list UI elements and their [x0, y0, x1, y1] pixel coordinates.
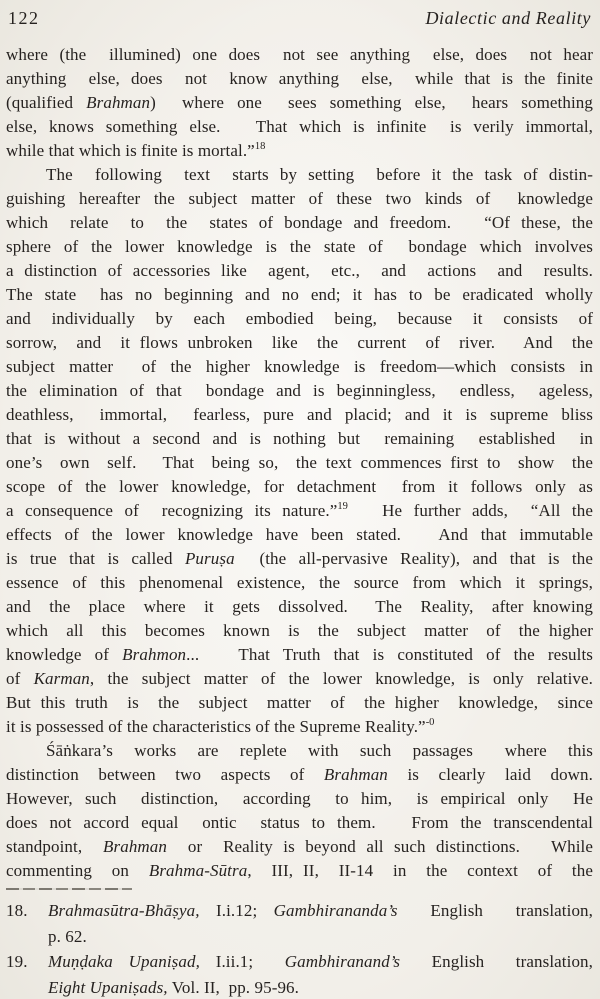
italic-term: Gambhirananda’s [273, 901, 398, 920]
text-line [6, 403, 593, 427]
text-run: The state has no beginning and no end; it has to be eradicated wholly [6, 285, 593, 304]
italic-term: Brahman [323, 765, 388, 784]
italic-term: Brahman [103, 837, 168, 856]
text-run: He further adds, “All the [347, 501, 593, 520]
text-line [6, 427, 593, 451]
text-run: commenting on [6, 861, 149, 880]
text-line [6, 283, 593, 307]
text-run: that is without a second and is nothing but remaining established in [6, 429, 593, 448]
text-line [6, 67, 593, 91]
text-run: English translation, [397, 901, 593, 920]
text-run: Vol. II, pp. 95-96. [167, 977, 300, 997]
text-run: and individually by each embodied being, because it consists of [6, 309, 593, 328]
text-run: (the all-pervasive Reality), and that is the [234, 549, 593, 568]
footnotes [0, 896, 600, 999]
footnote-text [48, 949, 593, 999]
text-run: which relate to the states of bondage and freedom. “Of these, the [6, 213, 593, 232]
paragraph [6, 43, 593, 163]
footnote-marker: 19 [337, 501, 348, 512]
text-line [6, 499, 593, 523]
text-run: (qualified [6, 93, 87, 112]
text-run: I.ii.1; [199, 952, 285, 971]
text-run: Śāṅkara’s works are replete with such passages where this [46, 741, 593, 760]
text-run: else, knows something else. That which is infinite is verily immortal, [6, 117, 593, 136]
text-run: The following text starts by setting before it the task of distin- [46, 165, 593, 184]
text-line [48, 949, 593, 975]
text-run: ... That Truth that is constituted of the results [186, 645, 593, 664]
text-run: p. 62. [48, 926, 87, 946]
footnote-number: 18. [6, 901, 28, 920]
footnote [6, 949, 593, 999]
text-run: is true that is called [6, 549, 185, 568]
footnote-marker: 18 [254, 141, 266, 152]
text-line [6, 139, 593, 163]
text-run: English translation, [400, 952, 593, 971]
text-run: the elimination of that bondage and is beginningless, endless, ageless, [6, 381, 593, 400]
text-line [6, 235, 593, 259]
italic-term: Puruṣa [184, 549, 235, 568]
text-run: knowledge of [6, 645, 123, 664]
text-run: subject matter of the higher knowledge is freedom—which consists in [6, 357, 593, 376]
text-run: guishing hereafter the subject matter of these two kinds of knowledge [6, 189, 593, 208]
text-run: is clearly laid down. [387, 765, 594, 784]
italic-term: Brahmon [122, 645, 187, 664]
text-line [6, 451, 593, 475]
footnote-marker: -0 [425, 717, 435, 728]
text-run: and the place where it gets dissolved. The Reality, after knowing [6, 597, 593, 616]
text-line [6, 355, 593, 379]
italic-term: Brahman [86, 93, 151, 112]
text-line [48, 898, 593, 924]
page-number: 122 [8, 8, 40, 28]
text-run: does not accord equal ontic status to them. From the transcendental [6, 813, 593, 832]
text-run: I.i.12; [199, 901, 274, 920]
running-title: Dialectic and Reality [425, 8, 591, 28]
paragraph [6, 739, 593, 883]
text-run: , III, II, II-14 in the context of the [247, 861, 594, 880]
paragraph [6, 163, 593, 739]
text-line [6, 787, 593, 811]
text-line [6, 691, 593, 715]
text-line [6, 595, 593, 619]
text-line [6, 643, 593, 667]
text-run: standpoint, [6, 837, 104, 856]
text-line [6, 547, 593, 571]
text-run: sphere of the lower knowledge is the state of bondage which involves [6, 237, 593, 256]
text-run: effects of the lower knowledge have been stated. And that immutable [6, 525, 593, 544]
text-line [6, 523, 593, 547]
text-line [6, 259, 593, 283]
text-run: where (the illumined) one does not see anything else, does not hear [6, 45, 593, 64]
text-run: , the subject matter of the lower knowledge, is only relative. [89, 669, 593, 688]
text-line [6, 715, 593, 739]
text-line [6, 211, 593, 235]
body-text [0, 43, 600, 883]
text-line [6, 619, 593, 643]
text-line [6, 835, 593, 859]
text-line [48, 975, 593, 999]
text-line [6, 379, 593, 403]
footnote-text [48, 898, 593, 949]
text-run: essence of this phenomenal existence, the source from which it springs, [6, 573, 593, 592]
text-line [6, 571, 593, 595]
page-header [0, 0, 600, 29]
text-line [6, 115, 593, 139]
text-run: deathless, immortal, fearless, pure and placid; and it is supreme bliss [6, 405, 593, 424]
text-line [6, 763, 593, 787]
text-run: it is possessed of the characteristics of the Supreme Reality.” [6, 717, 426, 736]
text-line [6, 859, 593, 883]
text-run: However, such distinction, according to him, is empirical only He [6, 789, 593, 808]
text-run: one’s own self. That being so, the text commences first to show the [6, 453, 593, 472]
text-line [6, 331, 593, 355]
italic-term: Muṇḍaka Upaniṣad, [48, 952, 200, 971]
italic-term: Karman [33, 669, 90, 688]
text-run: a distinction of accessories like agent, etc., and actions and results. [6, 261, 593, 280]
footnote-separator [6, 888, 132, 890]
text-run: sorrow, and it flows unbroken like the current of river. And the [6, 333, 593, 352]
text-run: anything else, does not know anything else, while that is the finite [6, 69, 593, 88]
text-run: distinction between two aspects of [6, 765, 324, 784]
text-run: But this truth is the subject matter of the higher knowledge, since [6, 693, 593, 712]
text-line [6, 187, 593, 211]
italic-term: Brahma-Sūtra [148, 861, 248, 880]
text-line [6, 811, 593, 835]
footnote [6, 898, 593, 949]
text-run: which all this becomes known is the subject matter of the higher [6, 621, 593, 640]
italic-term: Gambhiranand’s [284, 952, 401, 971]
text-run: or Reality is beyond all such distinctions. While [167, 837, 593, 856]
text-line [6, 91, 593, 115]
text-line [6, 475, 593, 499]
text-run: scope of the lower knowledge, for detachment from it follows only as [6, 477, 593, 496]
italic-term: Eight Upaniṣads, [48, 977, 168, 997]
text-line [6, 163, 593, 187]
text-run: while that which is finite is mortal.” [6, 141, 255, 160]
text-run: a consequence of recognizing its nature.” [6, 501, 338, 520]
text-line [6, 43, 593, 67]
italic-term: Brahmasūtra-Bhāṣya, [48, 901, 200, 920]
text-run: of [6, 669, 34, 688]
footnote-number: 19. [6, 952, 28, 971]
text-line [6, 739, 593, 763]
text-line [48, 924, 593, 950]
text-line [6, 667, 593, 691]
text-run: ) where one sees something else, hears something [150, 93, 593, 112]
text-line [6, 307, 593, 331]
